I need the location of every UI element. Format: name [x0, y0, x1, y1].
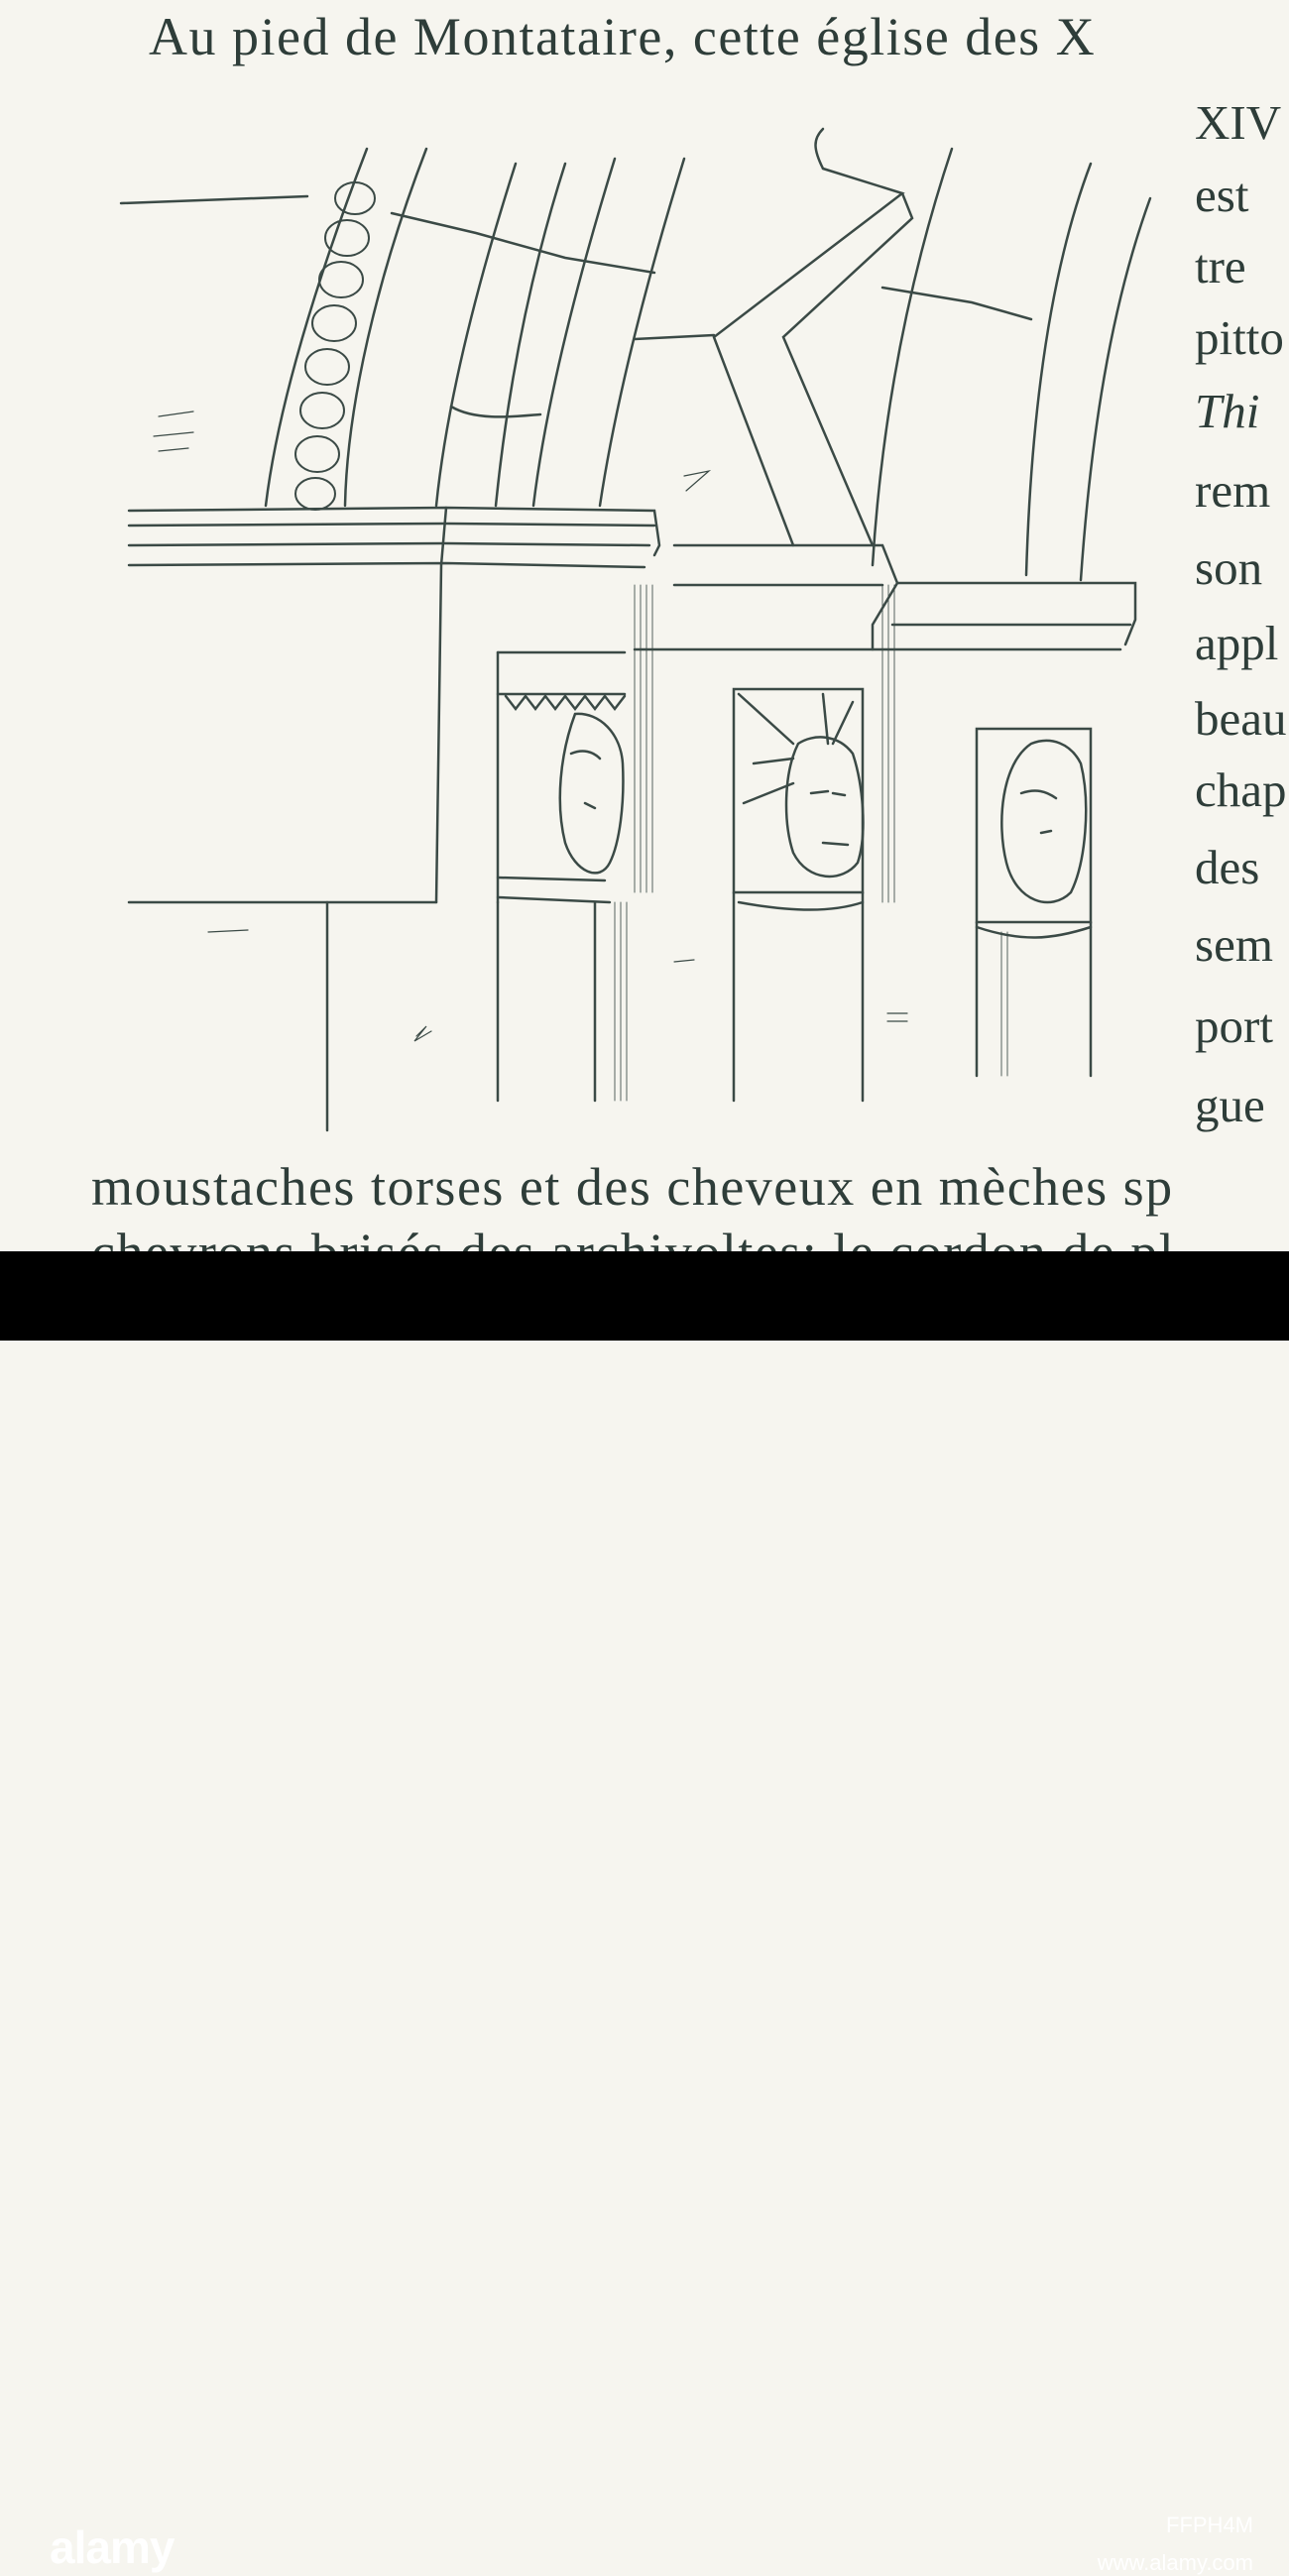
side-text-line: chap: [1195, 762, 1287, 817]
architectural-engraving: [99, 109, 1190, 1150]
side-text-line: appl: [1195, 616, 1279, 670]
watermark-url: www.alamy.com: [1097, 2550, 1253, 2575]
side-text-line: des: [1195, 840, 1260, 894]
alamy-logo: alamy: [50, 2521, 175, 2573]
side-text-line: tre: [1195, 239, 1246, 293]
side-text-line: Thi: [1195, 384, 1260, 438]
side-text-line: gue: [1195, 1078, 1265, 1132]
side-text-line: port: [1195, 998, 1273, 1053]
side-text-line: pitto: [1195, 310, 1284, 365]
side-text-line: sem: [1195, 917, 1273, 972]
side-text-line: est: [1195, 168, 1249, 222]
side-text-line: XIV: [1195, 95, 1282, 150]
image-id: FFPH4M: [1166, 2513, 1253, 2537]
text-line-bottom: moustaches torses et des cheveux en mèches sp: [91, 1157, 1174, 1217]
side-text-line: beau: [1195, 691, 1287, 746]
watermark-banner: [0, 1251, 1289, 2575]
side-text-line: son: [1195, 540, 1263, 595]
side-text-line: rem: [1195, 463, 1271, 518]
document-page: [0, 0, 1289, 1251]
text-line-top: Au pied de Montataire, cette église des X: [149, 7, 1097, 66]
